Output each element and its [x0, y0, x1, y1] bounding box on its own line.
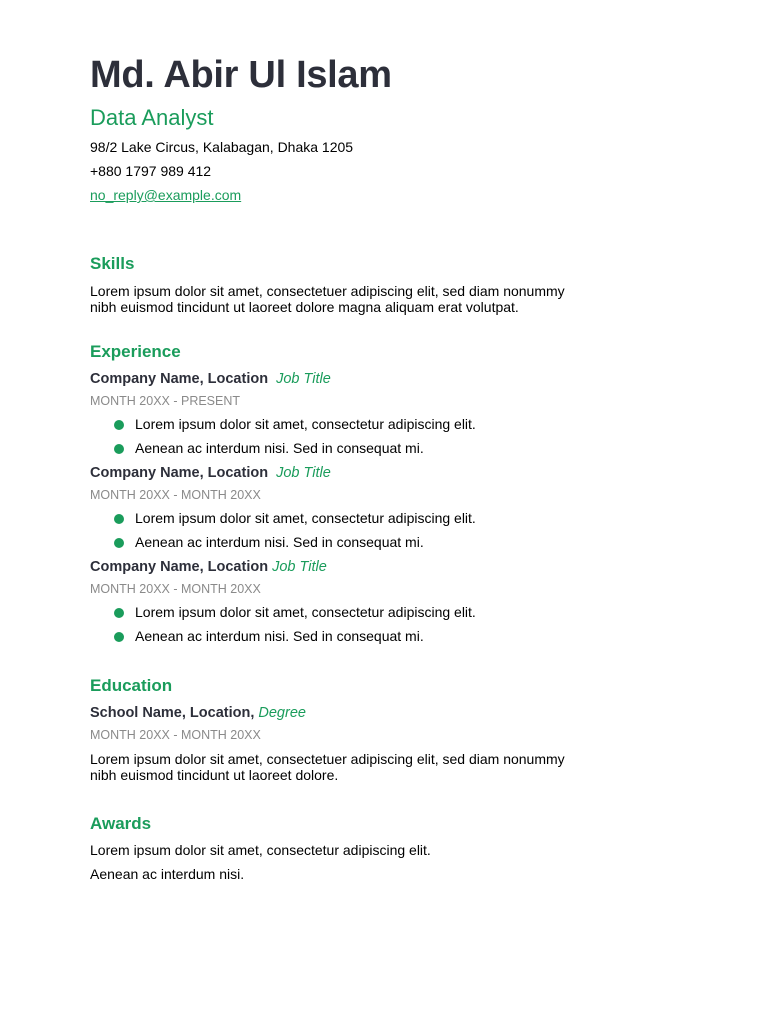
skills-heading: Skills [90, 254, 135, 273]
education-header [90, 703, 690, 723]
education-text: Lorem ipsum dolor sit amet, consectetuer adipiscing elit, sed diam nonummy nibh euismod tincidunt ut laoreet dolore. [90, 751, 565, 783]
job-company: Company Name, Location [90, 559, 269, 575]
bullet-text: Aenean ac interdum nisi. Sed in consequat mi. [135, 628, 424, 644]
list-item [90, 509, 690, 527]
award-item: Aenean ac interdum nisi. [90, 866, 245, 882]
job-header [90, 463, 690, 483]
address: 98/2 Lake Circus, Kalabagan, Dhaka 1205 [90, 139, 354, 155]
list-item [90, 627, 690, 645]
email-link[interactable]: no_reply@example.com [90, 187, 242, 203]
job-entry [90, 369, 690, 457]
award-item: Lorem ipsum dolor sit amet, consectetur adipiscing elit. [90, 842, 431, 858]
job-title: Job Title [272, 559, 327, 575]
list-item [90, 603, 690, 621]
bullet-text: Lorem ipsum dolor sit amet, consectetur adipiscing elit. [135, 510, 476, 526]
job-dates: MONTH 20XX - MONTH 20XX [90, 582, 261, 596]
degree: Degree [258, 705, 306, 721]
job-bullets [90, 509, 690, 551]
list-item [90, 533, 690, 551]
skills-section [90, 253, 690, 315]
bullet-text: Aenean ac interdum nisi. Sed in consequat mi. [135, 440, 424, 456]
education-section [90, 675, 690, 783]
experience-heading: Experience [90, 342, 181, 361]
awards-heading: Awards [90, 814, 152, 833]
job-entry [90, 463, 690, 551]
education-dates: MONTH 20XX - MONTH 20XX [90, 728, 261, 742]
bullet-text: Aenean ac interdum nisi. Sed in consequat mi. [135, 534, 424, 550]
bullet-dot [114, 514, 124, 524]
bullet-text: Lorem ipsum dolor sit amet, consectetur adipiscing elit. [135, 604, 476, 620]
list-item [90, 439, 690, 457]
skills-text: Lorem ipsum dolor sit amet, consectetuer adipiscing elit, sed diam nonummy nibh euismod tincidunt ut laoreet dolore magna aliquam erat volutpat. [90, 283, 565, 315]
job-header [90, 369, 690, 389]
education-heading: Education [90, 676, 173, 695]
bullet-dot [114, 420, 124, 430]
candidate-role: Data Analyst [90, 105, 214, 130]
phone: +880 1797 989 412 [90, 163, 212, 179]
job-dates: MONTH 20XX - MONTH 20XX [90, 488, 261, 502]
bullet-dot [114, 444, 124, 454]
bullet-dot [114, 538, 124, 548]
job-company: Company Name, Location [90, 465, 269, 481]
job-entry [90, 557, 690, 645]
list-item [90, 415, 690, 433]
job-bullets [90, 415, 690, 457]
experience-section [90, 341, 690, 645]
awards-section [90, 813, 690, 883]
job-title: Job Title [276, 371, 331, 387]
job-company: Company Name, Location [90, 371, 269, 387]
bullet-text: Lorem ipsum dolor sit amet, consectetur adipiscing elit. [135, 416, 476, 432]
school-name: School Name, Location, [90, 705, 255, 721]
bullet-dot [114, 608, 124, 618]
resume-page [90, 52, 690, 883]
candidate-name: Md. Abir Ul Islam [90, 54, 392, 96]
job-title: Job Title [276, 465, 331, 481]
bullet-dot [114, 632, 124, 642]
job-dates: MONTH 20XX - PRESENT [90, 394, 241, 408]
job-header [90, 557, 690, 577]
job-bullets [90, 603, 690, 645]
